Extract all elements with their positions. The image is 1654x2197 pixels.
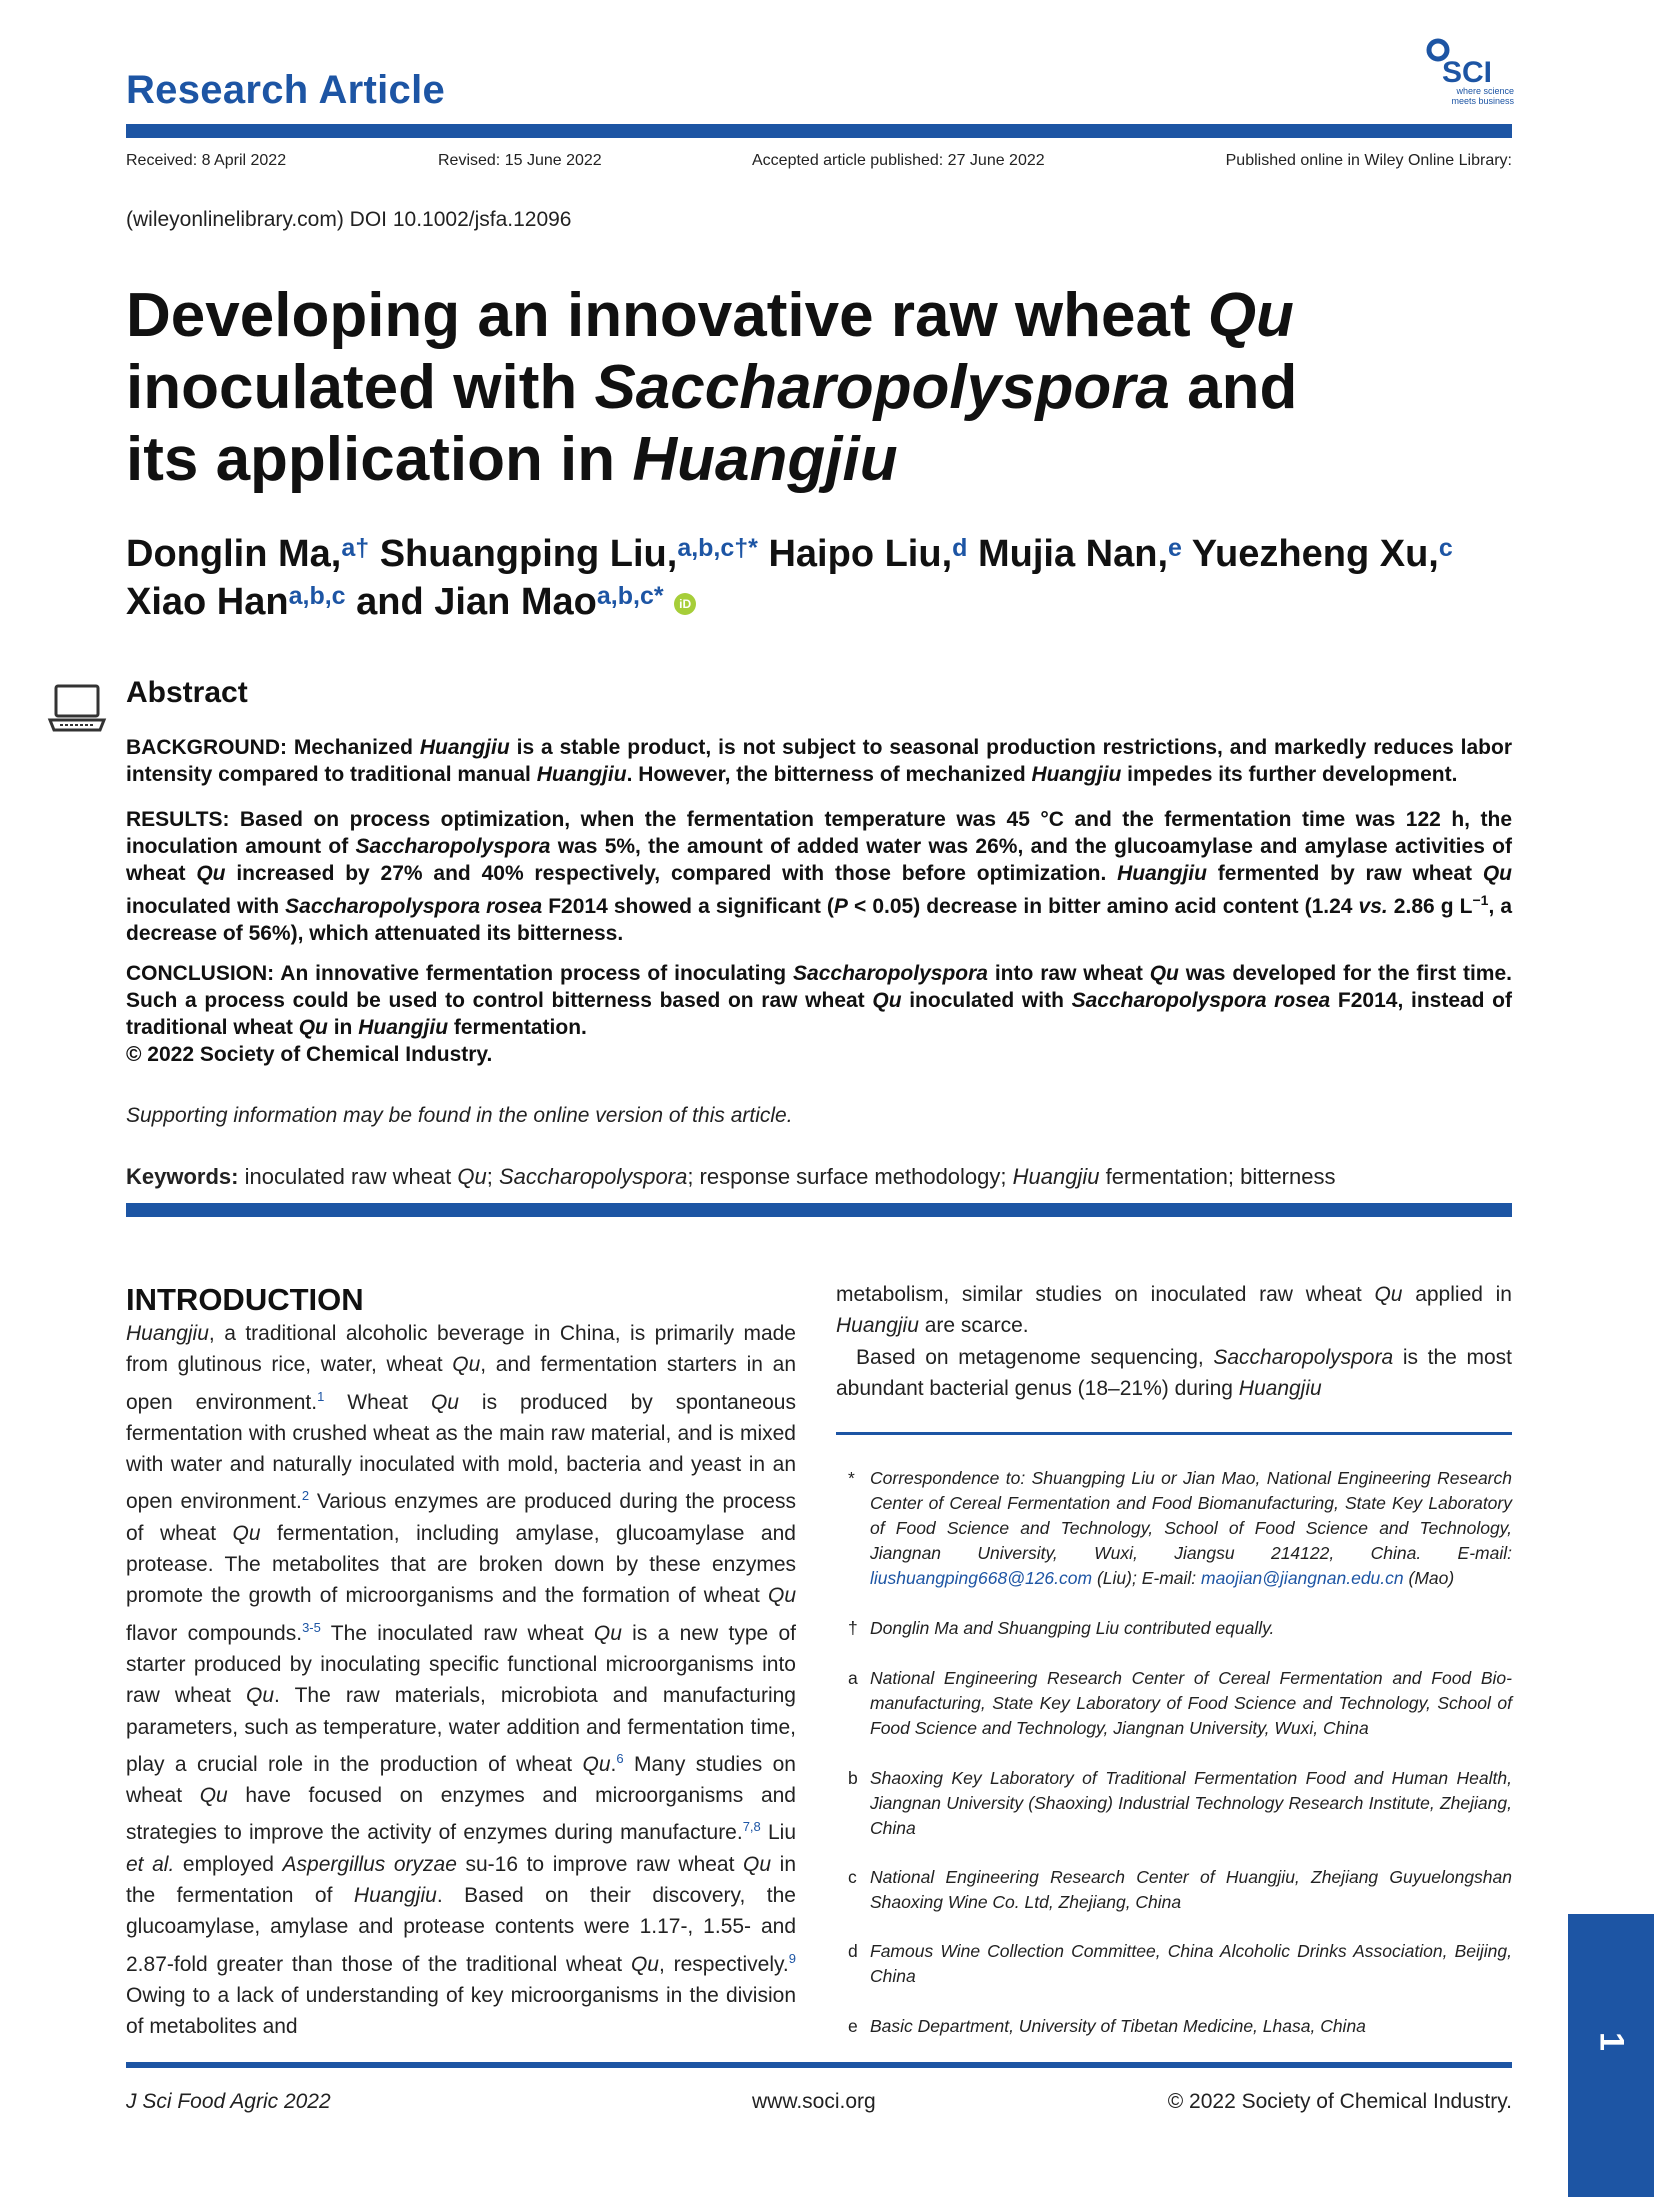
supporting-info: Supporting information may be found in the online version of this article. [126, 1104, 793, 1127]
revised-date: Revised: 15 June 2022 [438, 152, 602, 169]
abstract-results: RESULTS: Based on process optimization, when the fermentation temperature was 45 °C and the fermentation time was 122 h, the inoculation amount of Saccharopolyspora was 5%, the amount of added water was 26%, and the glucoamylase and amylase activities of wheat Qu increased by 27% and 40% respectively, compared with those before optimization. Huangjiu fermented by raw wheat Qu inoculated with Saccharopolyspora rosea F2014 showed a significant (P < 0.05) decrease in bitter amino acid content (1.24 vs. 2.86 g $L^{-1}$, a decrease of 56%), which attenuated its bitterness. [126, 808, 1513, 945]
title-part: inoculated with [126, 353, 595, 422]
author-name: and Jian Mao [356, 581, 597, 623]
intro-paragraph-1: Huangjiu, a traditional alcoholic beverage in China, is primarily made from glutinous rice, water, wheat Qu, and fermentation starters in an open environment.$^1$ Wheat Qu is produced by spontaneous fermentation with crushed wheat as the main raw material, and is mixed with water and naturally inoculated with mold, bacteria and yeast in an open environment.$^2$ Various enzymes are produced during the process of wheat Qu fermentation, including amylase, glucoamylase and protease. The metabolites that are broken down by these enzymes promote the growth of microorganisms and the formation of wheat Qu flavor compounds.$^{3-5}$ The inoculated raw wheat Qu is a new type of starter produced by inoculating specific functional microorganisms into raw wheat Qu. The raw materials, microbiota and manufacturing parameters, such as temperature, water addition and fermentation time, play a crucial role in the production of wheat Qu.$^6$ Many studies on wheat Qu have focused on enzymes and microorganisms and strategies to improve the activity of enzymes during manufacture.$^{7,8}$ Liu et al. employed Aspergillus oryzae su-16 to improve raw wheat Qu in the fermentation of Huangjiu. Based on their discovery, the glucoamylase, amylase and protease contents were 1.17-, 1.55- and 2.87-fold greater than those of the traditional wheat Qu, respectively.$^9$ Owing to a lack of understanding of key microorganisms in the division of metabolites and [126, 1322, 797, 2039]
title-part: and [1169, 353, 1298, 422]
author-affiliation-sup: d [952, 534, 968, 562]
footer-copyright: © 2022 Society of Chemical Industry. [1167, 2090, 1512, 2113]
logo-text: SCI [1442, 56, 1493, 89]
abstract-rule [126, 1203, 1512, 1217]
doi-line: (wileyonlinelibrary.com) DOI 10.1002/jsfa.12096 [126, 208, 572, 231]
author-name: Haipo Liu, [768, 533, 953, 575]
author-name: Xiao Han [126, 581, 289, 623]
title-part: Developing an innovative raw wheat [126, 281, 1208, 350]
footnote-mark: * [848, 1468, 855, 1488]
title-part: Huangjiu [632, 425, 898, 494]
citation-sup[interactable]: 9 [788, 1950, 797, 1966]
laptop-icon [46, 682, 108, 736]
logo-tagline-2: meets business [1451, 96, 1514, 106]
author-list [126, 530, 1516, 626]
citation-sup[interactable]: 2 [301, 1488, 310, 1504]
abstract-background: BACKGROUND: Mechanized Huangjiu is a stable product, is not subject to seasonal production restrictions, and markedly reduces labor intensity compared to traditional manual Huangjiu. However, the bitterness of mechanized Huangjiu impedes its further development. [126, 736, 1513, 786]
author-affiliation-sup: a,b,c* [596, 582, 664, 610]
author-affiliation-sup: c [1438, 534, 1453, 562]
affiliation-a: a National Engineering Research Center of Cereal Fermentation and Food Biomanufacturing, State Key Laboratory of Food Science and Technology, School of Food Science and Technology, Jiangnan University, Wuxi, China [848, 1668, 1512, 1738]
affiliation-c: c National Engineering Research Center of Huangjiu, Zhejiang Guyuelongshan Shaoxing Wine Co. Ltd, Zhejiang, China [848, 1867, 1512, 1912]
footnote-rule [836, 1432, 1512, 1435]
footer-url[interactable]: www.soci.org [752, 2090, 876, 2113]
intro-paragraph-3: Based on metagenome sequencing, Saccharopolyspora is the most abundant bacterial genus (18–21%) during Huangjiu [836, 1345, 1512, 1400]
footer-journal: J Sci Food Agric 2022 [126, 2090, 331, 2113]
soci-logo [1412, 32, 1516, 112]
author-name: Yuezheng Xu, [1191, 533, 1439, 575]
intro-paragraph-2: metabolism, similar studies on inoculated raw wheat Qu applied in Huangjiu are scarce. [836, 1283, 1512, 1338]
equal-contribution-footnote: † Donglin Ma and Shuangping Liu contributed equally. [836, 1616, 1512, 1641]
footnote-mark: † [848, 1618, 858, 1638]
affiliation-b: b Shaoxing Key Laboratory of Traditional Fermentation Food and Human Health, Jiangnan University (Shaoxing) Industrial Technology Research Institute, Zhejiang, China [848, 1768, 1512, 1838]
article-title [126, 280, 1376, 496]
title-part: its application in [126, 425, 633, 494]
author-affiliation-sup: a,b,c†* [677, 534, 758, 562]
received-date: Received: 8 April 2022 [126, 152, 287, 169]
abstract-copyright: © 2022 Society of Chemical Industry. [126, 1043, 493, 1066]
citation-sup[interactable]: 1 [317, 1388, 325, 1404]
author-affiliation-sup: a,b,c [288, 582, 346, 610]
soci-logo-graphic [1412, 32, 1516, 112]
page-number-tab [1568, 1914, 1654, 2197]
abstract-heading: Abstract [126, 676, 248, 709]
citation-sup[interactable]: 3-5 [302, 1619, 321, 1635]
keywords: Keywords: inoculated raw wheat Qu; Saccharopolyspora; response surface methodology; Huangjiu fermentation; bitterness [126, 1164, 1336, 1189]
header-rule [126, 124, 1512, 138]
page-number: 1 [1592, 2032, 1631, 2051]
author-affiliation-sup: e [1168, 534, 1182, 562]
title-part: Qu [1207, 281, 1294, 350]
abstract-conclusion: CONCLUSION: An innovative fermentation process of inoculating Saccharopolyspora into raw wheat Qu was developed for the first time. Such a process could be used to control bitterness based on raw wheat Qu inoculated with Saccharopolyspora rosea F2014, instead of traditional wheat Qu in Huangjiu fermentation. © 2022 Society of Chemical Industry. [126, 962, 1513, 1066]
accepted-date: Accepted article published: 27 June 2022 [752, 152, 1045, 169]
logo-tagline-1: where science [1456, 86, 1514, 96]
author-name: Donglin Ma, [126, 533, 342, 575]
orcid-icon[interactable]: iD [674, 593, 696, 615]
citation-sup[interactable]: 7,8 [742, 1819, 761, 1835]
affiliation-e: e Basic Department, University of Tibetan Medicine, Lhasa, China [848, 2016, 1366, 2036]
author-affiliation-sup: a† [341, 534, 370, 562]
citation-sup[interactable]: 6 [616, 1750, 624, 1766]
section-label: Research Article [126, 68, 446, 112]
correspondence-footnote: * Correspondence to: Shuangping Liu or Jian Mao, National Engineering Research Center of Cereal Fermentation and Food Biomanufacturing, State Key Laboratory of Food Science and Technology, School of Food Science and Technology, Jiangnan University, Wuxi, Jiangsu 214122, China. E-mail: liushuangping668@126.com (Liu); E-mail: maojian@jiangnan.edu.cn (Mao) [848, 1468, 1512, 1588]
affiliation-d: d Famous Wine Collection Committee, China Alcoholic Drinks Association, Beijing, China [848, 1941, 1512, 1986]
title-part: Saccharopolyspora [594, 353, 1170, 422]
intro-heading: INTRODUCTION [126, 1282, 364, 1317]
keywords-label: Keywords: [126, 1164, 239, 1189]
author-name: Shuangping Liu, [379, 533, 678, 575]
intro-right-column [836, 1279, 1512, 1404]
footer-rule [126, 2062, 1512, 2068]
email-link-liu[interactable]: liushuangping668@126.com [870, 1568, 1093, 1588]
published-online: Published online in Wiley Online Library: [1225, 152, 1512, 169]
author-name: Mujia Nan, [977, 533, 1169, 575]
email-link-mao[interactable]: maojian@jiangnan.edu.cn [1201, 1568, 1404, 1588]
